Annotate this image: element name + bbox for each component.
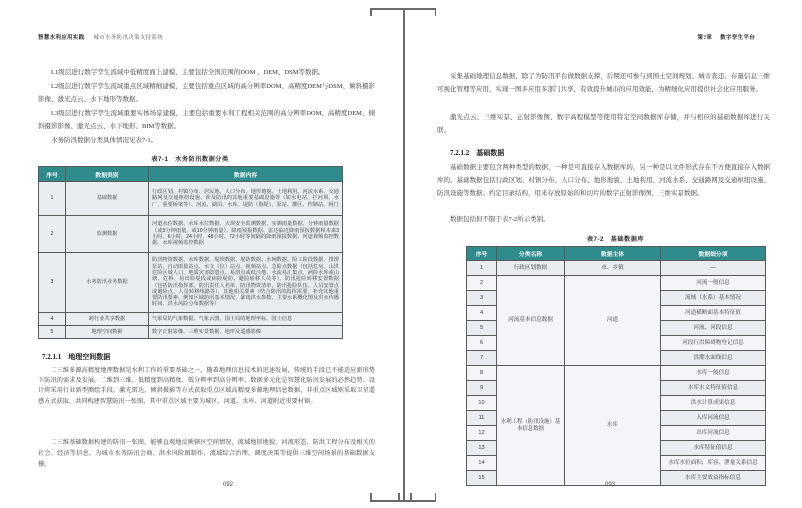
one-map-paragraph (38, 437, 375, 471)
cell-seq: 11 (467, 411, 497, 426)
section-number: 7.2.1.1 (42, 353, 62, 361)
cell-seq: 14 (467, 456, 497, 471)
table-row (39, 216, 343, 253)
cell-detail: 流域（水系）基本情况 (661, 291, 766, 306)
cell-seq: 5 (467, 321, 497, 336)
cell-seq: 8 (467, 366, 497, 381)
crop-mark-bottom-tick-left (370, 493, 372, 501)
cell-seq: 9 (467, 381, 497, 396)
cell-subject: 市、乡镇 (565, 261, 661, 276)
cell-class: 河流基本信息数据 (497, 276, 565, 366)
column-header-category: 数据类别 (66, 167, 149, 182)
table-row (467, 366, 766, 381)
cell-content: 河道水位数据、水库水位数据、大坝安全监测数据、实测雨量数据、分钟雨量数据（或5分钟雨量，或10分钟雨量）、降雨预报数据、雷达临近降雨预报数据和未来3小时、6小时、24小时、48小时、72小时等间隔的降雨预报数据、河道视频监控数据、水库视频监控数据 (149, 216, 343, 253)
cell-content: 防汛物资数据、水库数据、堤坝数据、堤防数据、水闸数据、险工险段数据、排涝泵站、自动雨量站点、水文（位）站点、视频站点、急险点数据（包括危房、山洪危险区域人口、地质灾害隐患点、易涝点或低洼地、水流易汇集点、病险水库或山塘、危桥、易出险堤段或病险堤防、避险转移人员等）、防汛抢险转移安置数据（包括防汛指挥部、防汛责任人名单、防汛物资清单、防汛抢险队伍、人员安置点或避险点、人员转移线路等）、其他相关要素（结合防汛的指挥需要、补充其他重要防汛要素、例如区域防汛基本情况、暴雨洪水参数、主要水系概化图及洪水传播时间、洪水风险分布数据等） (149, 253, 343, 313)
cell-detail: 洪水计算成果信息 (661, 396, 766, 411)
left-page-number: 092 (222, 482, 233, 488)
storage-paragraph (437, 111, 770, 137)
chapter-number: 第7章 (697, 35, 713, 41)
cell-category: 地理空间数据 (66, 326, 149, 339)
cell-subject: 河道 (565, 276, 661, 366)
cell-class: 水利工程（防汛设施）基本信息数据 (497, 366, 565, 486)
crop-mark-top-tick-right (435, 8, 437, 16)
section-number: 7.2.1.2 (450, 149, 470, 157)
crop-mark-bottom-tick-inner-right (410, 493, 412, 501)
cell-seq: 13 (467, 441, 497, 456)
cell-detail: 洪期水面线信息 (661, 351, 766, 366)
cell-detail: 河道横断面基本特征值 (661, 306, 766, 321)
section-heading-7211 (42, 352, 110, 362)
basic-data-paragraph (437, 161, 770, 200)
cell-seq: 3 (39, 253, 66, 313)
table-row (39, 326, 343, 339)
cell-seq: 3 (467, 291, 497, 306)
cell-detail: — (661, 261, 766, 276)
left-running-header (38, 33, 163, 41)
crop-mark-bottom-bar (370, 500, 436, 502)
cell-seq: 6 (467, 336, 497, 351)
cell-seq: 4 (39, 313, 66, 326)
cell-detail: 水库特征值信息 (661, 441, 766, 456)
column-header-content: 数据内容 (149, 167, 343, 182)
cell-detail: 入库河流信息 (661, 411, 766, 426)
column-header-subject: 数据主体 (565, 247, 661, 261)
crop-mark-top-bar (370, 8, 436, 10)
cell-detail: 水库水位面积、库容、泄量关系信息 (661, 456, 766, 471)
crop-mark-bottom-tick-inner-left (398, 493, 400, 501)
cell-seq: 7 (467, 351, 497, 366)
table-7-1-caption: 表7-1 水务防汛数据分类 (151, 156, 229, 163)
column-header-detail: 数据细分项 (661, 247, 766, 261)
geo-data-paragraph (38, 366, 375, 407)
paragraph: 二三维基础数据构建的防汛一张图，能够直观地反映辖区空间情况、流域地形地貌、河流形态、防洪工程分布及相关的社会、经济等信息，为城市水务防汛会商、洪水风险图制作、流域综合治理、调度决策等提供三维空间场景的基础数据支撑。 (38, 439, 375, 469)
table-7-2-caption: 表7-2 基础数据库 (586, 236, 645, 243)
cell-category: 水务防汛业务数据 (66, 253, 149, 313)
table-row (39, 182, 343, 216)
cell-seq: 1 (467, 261, 497, 276)
cell-detail: 河流一般信息 (661, 276, 766, 291)
column-header-seq: 序号 (39, 167, 66, 182)
cell-category: 基础数据 (66, 182, 149, 216)
chapter-title: 数字孪生平台 (720, 35, 755, 41)
paragraph: L1级层进行数字孪生流域中低精度面上建模，主要包括全国范围的DOM 、DEM、DSM等数据。 (51, 69, 325, 76)
right-running-header (698, 33, 755, 41)
column-header-seq: 序号 (467, 247, 497, 261)
paragraph: 基础数据主要包含两种类型的数据，一种是可直接存入数据库的，另一种是以文件形式存在不方便直接存入数据库的。基础数据包括行政区划、村镇分布、人口分布、地形地貌、土地利用、河流水系、交通路网及交通枢纽设施、防汛设施等数据；约定目录结构，用来存放原始的和切片的数字正射影像图、三维实景数据。 (437, 164, 770, 197)
table-row (467, 261, 766, 276)
cell-seq: 10 (467, 396, 497, 411)
collection-paragraph (437, 70, 770, 96)
table-7-1 (38, 166, 343, 339)
paragraph: 水务防汛数据分类具体情况见表7-1。 (51, 136, 158, 144)
cell-seq: 12 (467, 426, 497, 441)
section-title: 地理空间数据 (68, 353, 111, 361)
cell-detail: 河段行洪障碍物登记信息 (661, 336, 766, 351)
paragraph: L3级层进行数字孪生流域重要实体场景建模，主要包括重要水利工程相关范围的高分辨率DOM、高精度DEM、倾斜摄影影像、激光点云、水下地形、BIM等数据。 (38, 109, 375, 130)
paragraph: L2级层进行数字孪生流域重点区域精细建模，主要包括重点区域的高分辨率DOM、高精度DEM与DSM、倾斜摄影影像、激光点云、水下地形等数据。 (38, 82, 375, 103)
cell-category: 监测数据 (66, 216, 149, 253)
paragraph: 采集基础地理信息数据，除了为防汛平台做数据支撑，后期还可参与到国土空间规划、城市查违、存量信息三维可视化管理等应用，实现一图多应用多部门共享，有效提升城市的应用效能，为精细化应用提供社会化应用服务。 (437, 73, 770, 93)
cell-category: 跨行业共享数据 (66, 313, 149, 326)
table-header-row (467, 247, 766, 261)
cell-detail: 河流、河段信息 (661, 321, 766, 336)
cell-detail: 水库水文特征值信息 (661, 381, 766, 396)
cell-content: 气象局的气象数据、气象云图、国土局的地理坐标、国土信息 (149, 313, 343, 326)
crop-mark-bottom-tick-right (435, 493, 437, 501)
intro-paragraphs (38, 66, 375, 147)
table-7-2 (466, 246, 766, 486)
table-row (39, 253, 343, 313)
paragraph: 二三维多源高精度地理数据是水利工作的重要基础之一，随着地理信息技术的迅速发展，传统的手段已不能适应新形势下防汛的需求及发展。二维到三维、低精度到高精度、低分辨率到高分辨率、数据多元化是智慧化防汛发展的必然趋势。设计将采用行业新型测绘手段、激光雷达、倾斜摄影等方式获取重点区域高精度多源地理信息数据，非重点区域则采取卫星遥感方式获取，共同构建智慧防汛一张图，其中重点区域主要为城区、河道、水库、河道附近重要村镇。 (38, 367, 375, 405)
cell-seq: 5 (39, 326, 66, 339)
paragraph: 激光点云、三维实景、正射影像图、数字高程模型等使用特定空间数据库存储，并与相应的基础数据库进行关联。 (437, 114, 770, 134)
section-title: 基础数据 (476, 149, 505, 157)
book-subtitle: 城市水务防汛决策支持系统 (93, 35, 164, 41)
cell-class: 行政区划数据 (497, 261, 565, 276)
column-header-class: 分类名称 (497, 247, 565, 261)
cell-content: 数字正射影像、三维实景数据、地形及遥感影像 (149, 326, 343, 339)
cell-detail: 出库河流信息 (661, 426, 766, 441)
cell-seq: 4 (467, 306, 497, 321)
table-header-row (39, 167, 343, 182)
table-row (39, 313, 343, 326)
table-ref-paragraph (437, 213, 770, 226)
right-page-number: 093 (604, 482, 615, 488)
spine-line (403, 8, 405, 501)
cell-seq: 2 (467, 276, 497, 291)
cell-detail: 水库一般信息 (661, 366, 766, 381)
crop-mark-top-tick-left (370, 8, 372, 16)
cell-seq: 15 (467, 471, 497, 486)
cell-seq: 1 (39, 182, 66, 216)
section-heading-7212 (450, 148, 504, 158)
cell-content: 行政区划、村镇分布、居民地、人口分布、地形地貌、土地利用、河流水系、交通路网及交通枢纽设施、涉及防汛的其他重要基础设施等（如水电站、拦河坝、水厂、重要桥梁等）、河流、湖泊、水库、堤防（海堤）、泵站、灌区、控制站、闸门 (149, 182, 343, 216)
book-title: 智慧水利应用实践 (38, 35, 85, 41)
cell-subject: 水库 (565, 366, 661, 486)
cell-seq: 2 (39, 216, 66, 253)
paragraph: 数据包括但不限于表7-2所示类别。 (450, 216, 550, 223)
cell-detail: 水库主要效益指标信息 (661, 471, 766, 486)
table-row (467, 276, 766, 291)
